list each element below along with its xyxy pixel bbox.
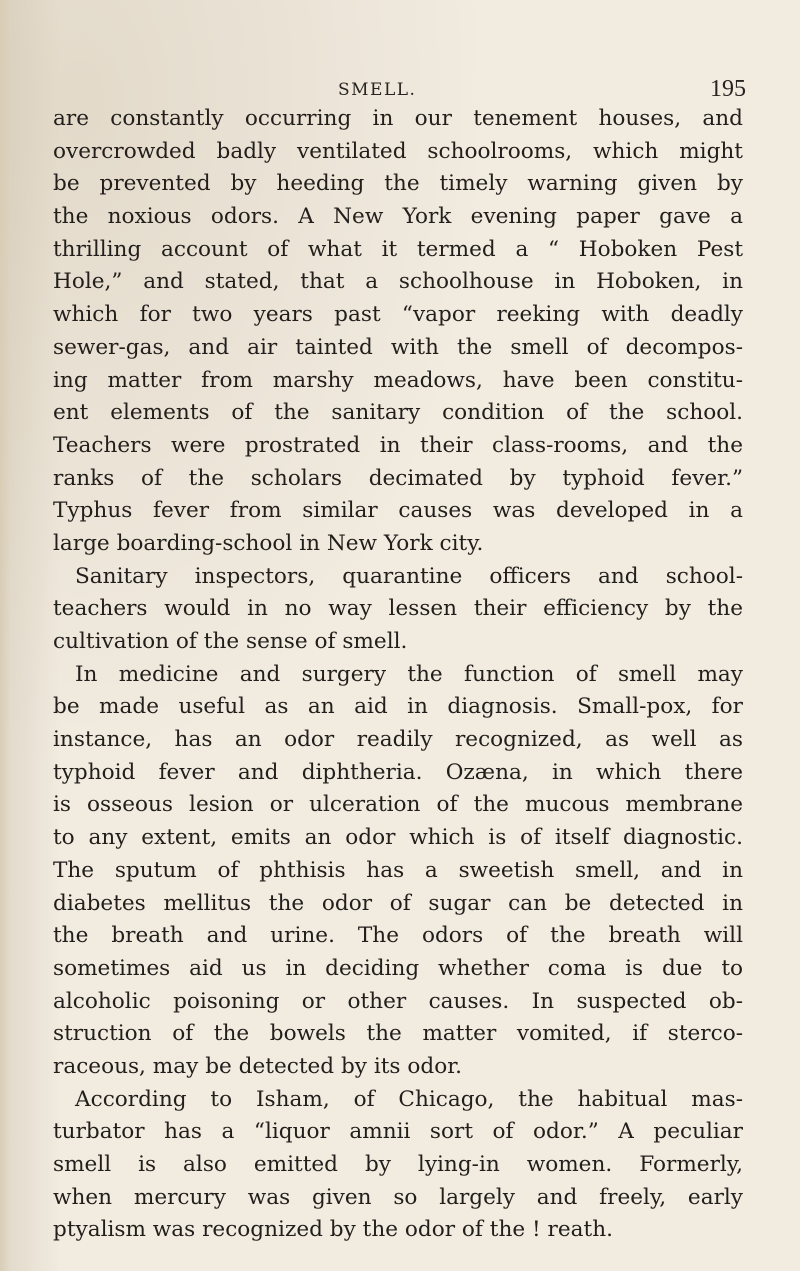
text-line: instance, has an odor readily recognized, as well as bbox=[53, 727, 743, 753]
body-text bbox=[53, 103, 743, 1247]
text-line: be prevented by heeding the timely warning given by bbox=[53, 171, 743, 197]
page-number: 195 bbox=[710, 76, 746, 102]
text-line: Sanitary inspectors, quarantine officers and school- bbox=[75, 563, 743, 589]
text-line: thrilling account of what it termed a “ Hoboken Pest bbox=[53, 236, 743, 262]
page-edge-shadow bbox=[0, 0, 10, 1271]
text-line: the noxious odors. A New York evening paper gave a bbox=[53, 204, 743, 230]
text-line: ent elements of the sanitary condition of the school. bbox=[53, 400, 743, 426]
text-line: In medicine and surgery the function of smell may bbox=[75, 661, 743, 687]
text-line: typhoid fever and diphtheria. Ozæna, in which there bbox=[53, 759, 743, 785]
text-line: raceous, may be detected by its odor. bbox=[53, 1053, 463, 1079]
text-line: diabetes mellitus the odor of sugar can be detected in bbox=[53, 890, 743, 916]
text-line: overcrowded badly ventilated schoolrooms, which might bbox=[53, 138, 743, 164]
text-line: to any extent, emits an odor which is of itself diagnostic. bbox=[53, 825, 743, 851]
text-line: teachers would in no way lessen their efficiency by the bbox=[53, 596, 743, 622]
text-line: ing matter from marshy meadows, have been constitu- bbox=[53, 367, 743, 393]
text-line: are constantly occurring in our tenement houses, and bbox=[53, 106, 743, 131]
text-line: turbator has a “liquor amnii sort of odor.” A peculiar bbox=[53, 1119, 743, 1145]
text-line: ranks of the scholars decimated by typhoid fever.” bbox=[53, 465, 743, 491]
text-line: be made useful as an aid in diagnosis. Small-pox, for bbox=[53, 694, 743, 720]
text-line: which for two years past “vapor reeking with deadly bbox=[53, 302, 743, 328]
text-line: The sputum of phthisis has a sweetish smell, and in bbox=[53, 857, 743, 883]
text-line: alcoholic poisoning or other causes. In suspected ob- bbox=[53, 988, 743, 1014]
text-line: the breath and urine. The odors of the breath will bbox=[53, 923, 743, 949]
text-line: According to Isham, of Chicago, the habitual mas- bbox=[75, 1086, 743, 1112]
text-line: struction of the bowels the matter vomited, if sterco- bbox=[53, 1021, 743, 1047]
running-head: SMELL. bbox=[338, 80, 417, 100]
text-line: when mercury was given so largely and freely, early bbox=[53, 1184, 743, 1210]
text-line: Teachers were prostrated in their class-rooms, and the bbox=[53, 432, 743, 458]
text-line: sewer-gas, and air tainted with the smell of decompos- bbox=[53, 334, 743, 360]
text-line: ptyalism was recognized by the odor of the ! reath. bbox=[53, 1217, 613, 1243]
text-line: cultivation of the sense of smell. bbox=[53, 629, 408, 654]
text-line: large boarding-school in New York city. bbox=[53, 530, 484, 556]
text-line: Hole,” and stated, that a schoolhouse in Hoboken, in bbox=[53, 269, 743, 295]
text-line: is osseous lesion or ulceration of the mucous membrane bbox=[53, 792, 743, 818]
text-line: Typhus fever from similar causes was developed in a bbox=[53, 498, 743, 524]
text-line: sometimes aid us in deciding whether coma is due to bbox=[53, 955, 743, 981]
text-line: smell is also emitted by lying-in women. Formerly, bbox=[53, 1152, 743, 1177]
